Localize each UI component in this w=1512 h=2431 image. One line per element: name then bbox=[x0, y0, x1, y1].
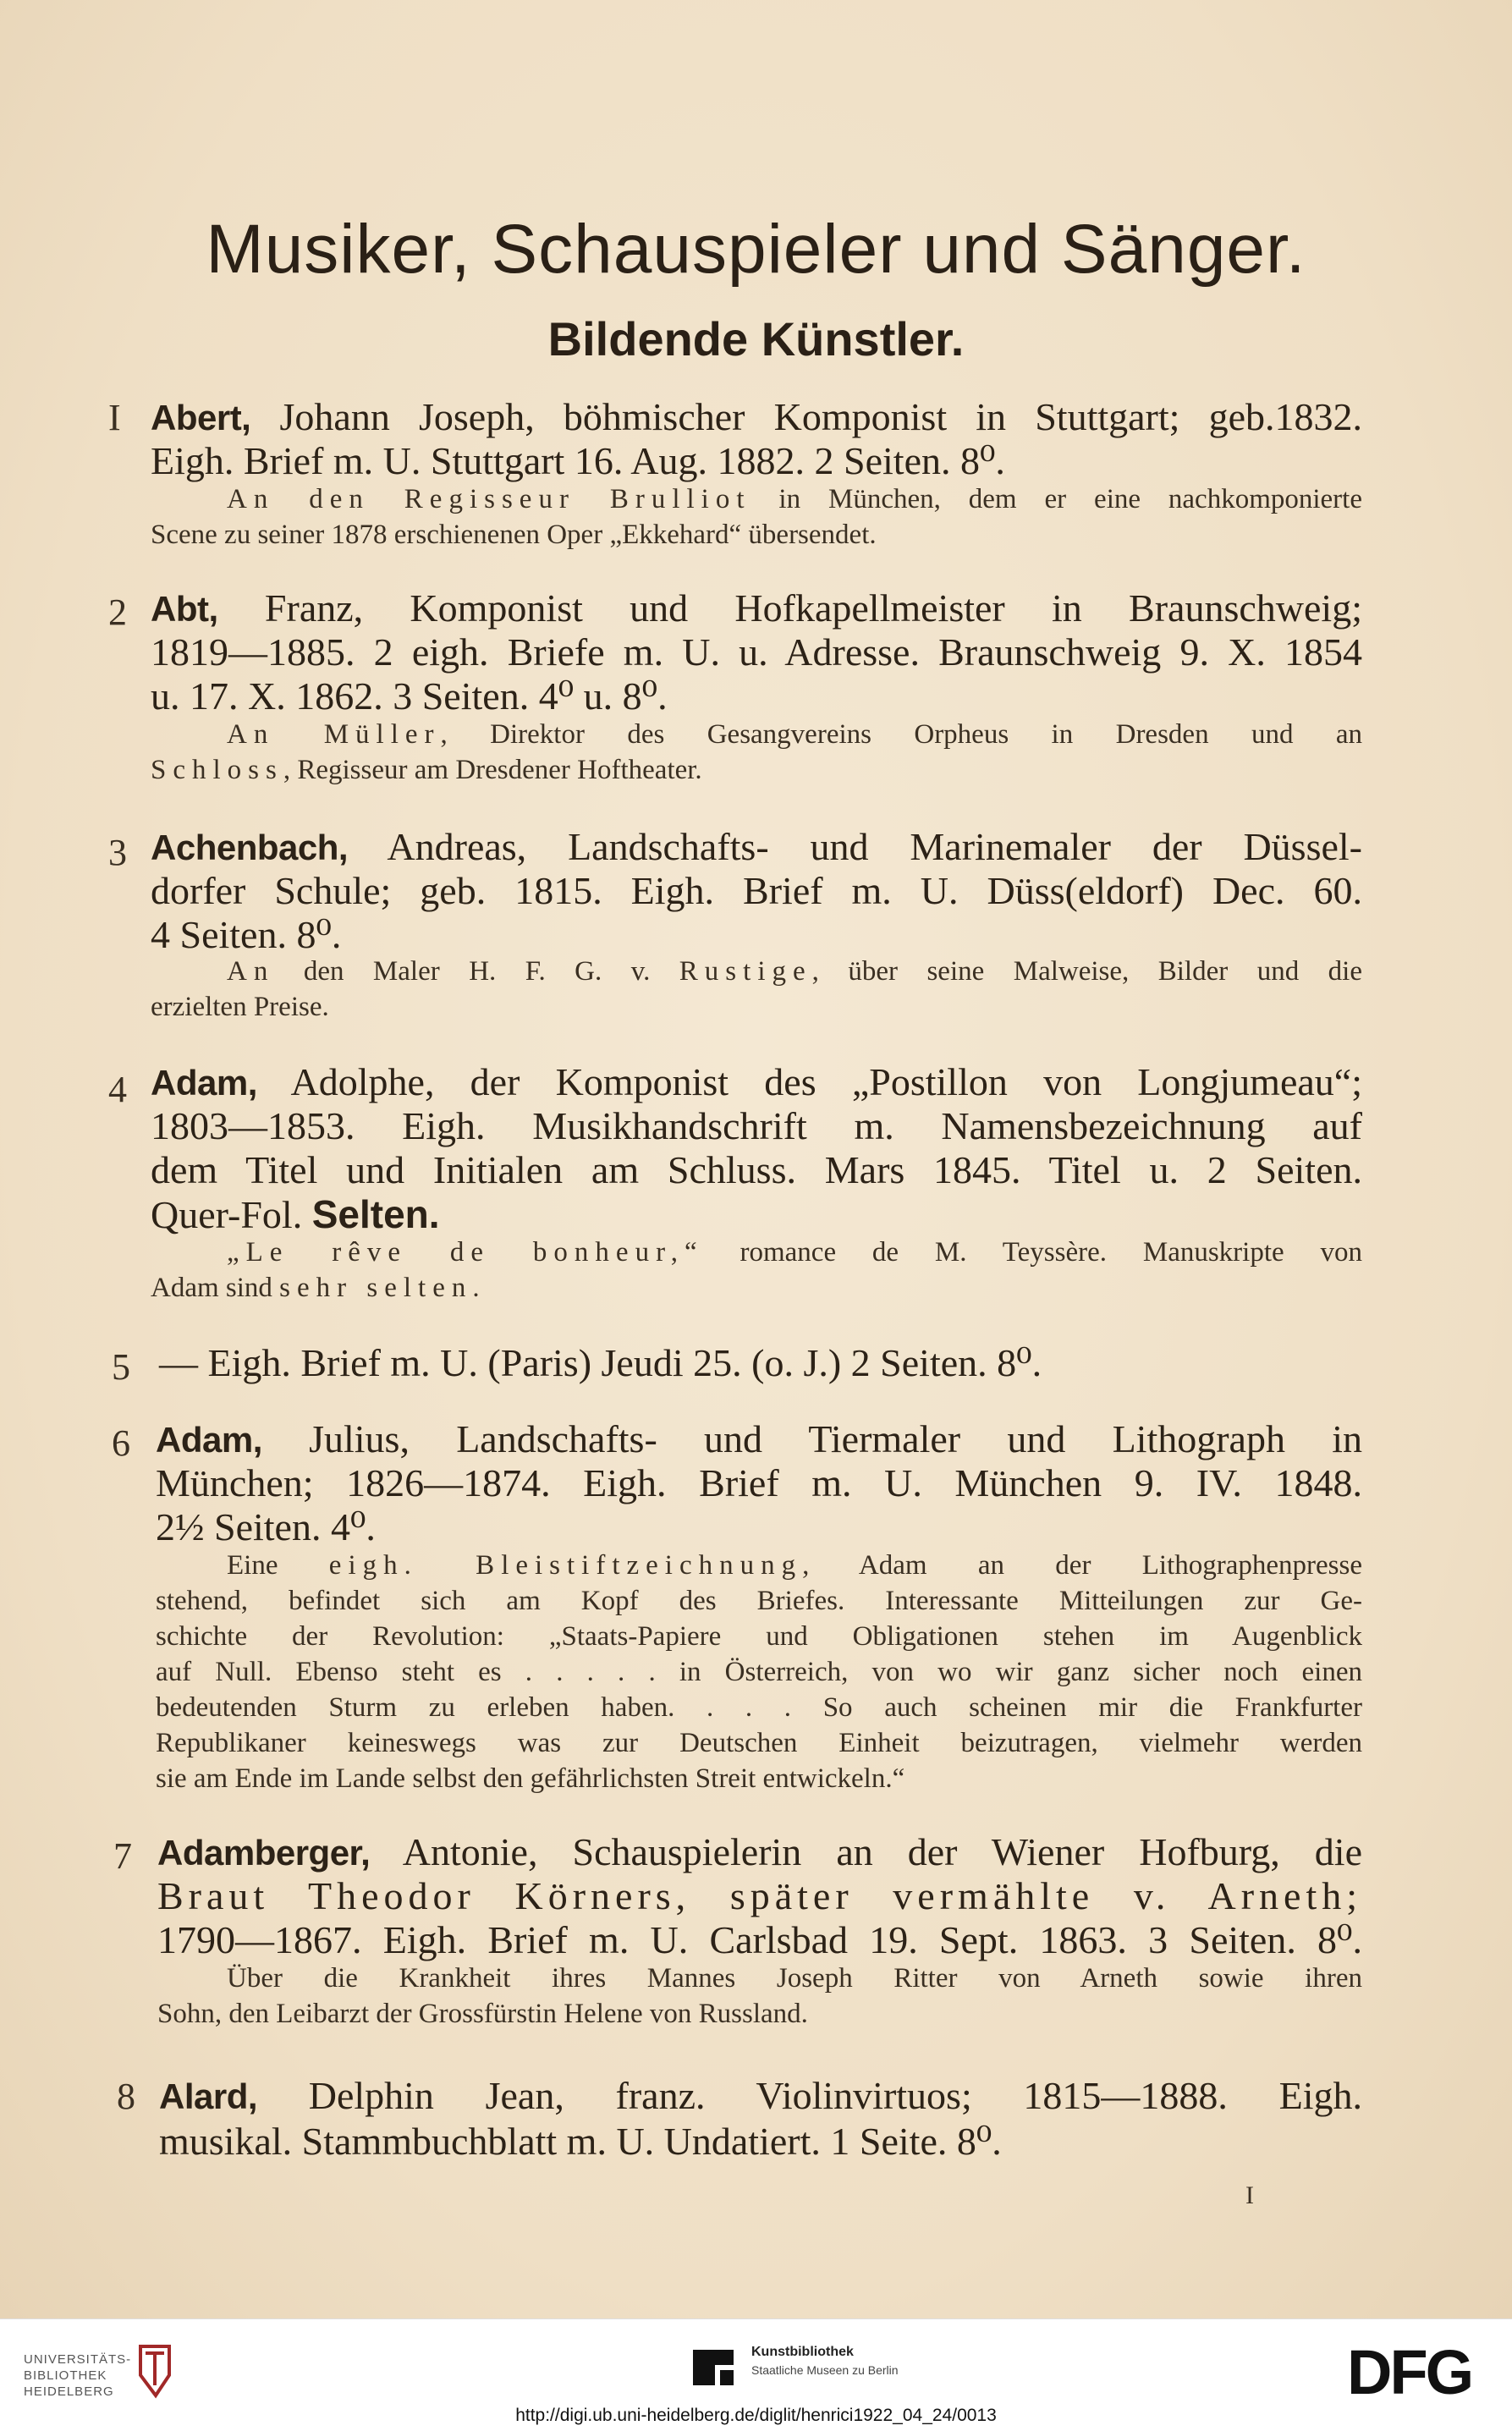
entry-name: Abert, bbox=[151, 398, 251, 437]
entry-text: 1803—1853. Eigh. Musikhandschrift m. Namensbezeichnung auf bbox=[151, 1104, 1362, 1147]
entry-line bbox=[156, 1417, 1362, 1460]
note-text: bedeutenden Sturm zu erleben haben. . . . So auch scheinen mir die Frankfurter bbox=[156, 1692, 1362, 1723]
entry-line bbox=[156, 1505, 1367, 1548]
entry-text: München; 1826—1874. Eigh. Brief m. U. München 9. IV. 1848. bbox=[156, 1461, 1362, 1504]
note-text: Sohn, den Leibarzt der Grossfürstin Helene von Russland. bbox=[157, 1999, 808, 2029]
entry-note bbox=[227, 721, 1362, 749]
entry-name: Adamberger, bbox=[157, 1833, 371, 1873]
entry-note bbox=[157, 2000, 1369, 2028]
page-number: I bbox=[1245, 2181, 1254, 2209]
entry-line bbox=[151, 869, 1362, 912]
entry-name: Achenbach, bbox=[151, 828, 349, 867]
note-text: , Direktor des Gesangvereins Orpheus in Dresden und an bbox=[440, 719, 1362, 750]
entry-line bbox=[156, 1461, 1362, 1504]
entry-text: dorfer Schule; geb. 1815. Eigh. Brief m. U. Düss(eldorf) Dec. 60. bbox=[151, 869, 1362, 912]
entry-text: 1819—1885. 2 eigh. Briefe m. U. u. Adresse. Braunschweig 9. X. 1854 bbox=[151, 630, 1362, 674]
university-library-label bbox=[24, 2351, 131, 2400]
uni-line: UNIVERSITÄTS- bbox=[24, 2352, 132, 2367]
entry-text: Quer-Fol. bbox=[151, 1193, 312, 1236]
entry-number: I bbox=[108, 397, 121, 438]
entry-line bbox=[151, 674, 1362, 718]
spaced-text: Brulliot bbox=[609, 484, 751, 514]
entry-text: Johann Joseph, böhmischer Komponist in Stuttgart; geb.1832. bbox=[250, 395, 1362, 438]
entry-line bbox=[151, 630, 1362, 674]
entry-note bbox=[156, 1658, 1362, 1686]
entry-text: u. 17. X. 1862. 3 Seiten. 4⁰ u. 8⁰. bbox=[151, 674, 668, 718]
spaced-text: An bbox=[227, 956, 275, 987]
note-text: sie am Ende im Lande selbst den gefährlichsten Streit entwickeln.“ bbox=[156, 1763, 905, 1794]
entry-text: Julius, Landschafts- und Tiermaler und Lithograph in bbox=[261, 1417, 1362, 1460]
entry-note bbox=[151, 993, 1362, 1021]
entry-line bbox=[151, 1148, 1362, 1191]
entry-number: 5 bbox=[112, 1346, 130, 1388]
spaced-text: Rustige bbox=[679, 956, 812, 987]
entry-text: musikal. Stammbuchblatt m. U. Undatiert. 1 Seite. 8⁰. bbox=[159, 2120, 1002, 2163]
entry-text: 1790—1867. Eigh. Brief m. U. Carlsbad 19. Sept. 1863. 3 Seiten. 8⁰. bbox=[157, 1918, 1362, 1961]
note-text: den Maler H. F. G. v. bbox=[274, 956, 679, 987]
spaced-text: sehr selten. bbox=[279, 1273, 487, 1303]
uni-line: BIBLIOTHEK bbox=[24, 2368, 107, 2383]
spaced-text: An den Regisseur bbox=[227, 484, 610, 514]
entry-line bbox=[159, 1341, 1371, 1384]
entry-note bbox=[156, 1730, 1362, 1757]
entry-name: Abt, bbox=[151, 589, 218, 629]
note-text: , über seine Malweise, Bilder und die bbox=[811, 956, 1362, 987]
entry-text: Eigh. Brief m. U. Stuttgart 16. Aug. 1882. 2 Seiten. 8⁰. bbox=[151, 439, 1005, 482]
entry-note bbox=[151, 756, 1362, 784]
note-text: erzielten Preise. bbox=[151, 992, 329, 1022]
entry-line bbox=[151, 586, 1362, 630]
entry-number: 8 bbox=[117, 2076, 135, 2117]
entry-name: Adam, bbox=[151, 1063, 257, 1103]
entry-line bbox=[157, 1874, 1362, 1917]
entry-line bbox=[159, 2076, 1362, 2115]
entry-note bbox=[156, 1587, 1362, 1615]
entry-line bbox=[151, 825, 1362, 868]
entry-note bbox=[227, 958, 1362, 986]
note-text: Über die Krankheit ihres Mannes Joseph Ritter von Arneth sowie ihren bbox=[227, 1963, 1362, 1994]
university-logo-icon bbox=[135, 2341, 176, 2401]
entry-text: Braut Theodor Körners, später vermählte v. Arneth; bbox=[157, 1874, 1362, 1917]
entry-note bbox=[156, 1623, 1362, 1651]
uni-line: HEIDELBERG bbox=[24, 2384, 114, 2399]
entry-line bbox=[157, 1830, 1362, 1873]
kunstbibliothek-title: Kunstbibliothek bbox=[751, 2345, 854, 2359]
dfg-logo: DFG bbox=[1347, 2337, 1472, 2407]
note-text: , Adam an der Lithographenpresse bbox=[802, 1550, 1362, 1581]
entry-note bbox=[151, 521, 1362, 549]
entry-line bbox=[151, 395, 1362, 438]
spaced-text: „Le rêve de bonheur,“ bbox=[227, 1237, 704, 1268]
entry-text: — Eigh. Brief m. U. (Paris) Jeudi 25. (o. J.) 2 Seiten. 8⁰. bbox=[159, 1341, 1042, 1384]
kunstbibliothek-logo-icon bbox=[690, 2343, 737, 2390]
entry-text: Franz, Komponist und Hofkapellmeister in Braunschweig; bbox=[217, 586, 1362, 630]
note-text: schichte der Revolution: „Staats-Papiere und Obligationen stehen im Augenblick bbox=[156, 1621, 1362, 1652]
entry-note bbox=[156, 1765, 1367, 1793]
note-text: stehend, befindet sich am Kopf des Briefes. Interessante Mitteilungen zur Ge- bbox=[156, 1586, 1362, 1616]
entry-text: Adolphe, der Komponist des „Postillon von Longjumeau“; bbox=[256, 1060, 1362, 1103]
entry-line bbox=[151, 1192, 1362, 1236]
note-text: romance de M. Teyssère. Manuskripte von bbox=[703, 1237, 1362, 1268]
entry-line bbox=[157, 1918, 1362, 1961]
entry-text: 4 Seiten. 8⁰. bbox=[151, 913, 342, 956]
entry-number: 3 bbox=[108, 832, 127, 873]
entry-line bbox=[151, 1060, 1362, 1103]
entry-text: Andreas, Landschafts- und Marinemaler der Düssel- bbox=[348, 825, 1362, 868]
entry-note bbox=[227, 1965, 1362, 1993]
entry-line bbox=[159, 2122, 1371, 2161]
note-text: Republikaner keineswegs was zur Deutschen Einheit beizutragen, vielmehr werden bbox=[156, 1728, 1362, 1758]
page-subtitle: Bildende Künstler. bbox=[547, 312, 965, 366]
entry-note bbox=[151, 1274, 1362, 1302]
entry-note bbox=[227, 1239, 1362, 1267]
entry-text: dem Titel und Initialen am Schluss. Mars 1845. Titel u. 2 Seiten. bbox=[151, 1148, 1362, 1191]
spaced-text: Schloss bbox=[151, 755, 283, 785]
kunstbibliothek-subtitle: Staatliche Museen zu Berlin bbox=[751, 2363, 899, 2377]
entry-note bbox=[227, 1552, 1362, 1580]
entry-number: 7 bbox=[113, 1835, 132, 1877]
entry-text: Antonie, Schauspielerin an der Wiener Hofburg, die bbox=[370, 1830, 1362, 1873]
note-text: Adam sind bbox=[151, 1273, 280, 1303]
viewer-footer bbox=[0, 2318, 1512, 2431]
note-text: , Regisseur am Dresdener Hoftheater. bbox=[283, 755, 702, 785]
entry-line bbox=[151, 1104, 1362, 1147]
entry-text: 2½ Seiten. 4⁰. bbox=[156, 1505, 376, 1548]
entry-number: 4 bbox=[108, 1069, 127, 1110]
entry-text: Delphin Jean, franz. Violinvirtuos; 1815—1888. Eigh. bbox=[257, 2074, 1362, 2117]
page-title: Musiker, Schauspieler und Sänger. bbox=[206, 211, 1306, 288]
entry-name: Alard, bbox=[159, 2076, 258, 2116]
entry-line bbox=[151, 913, 1362, 956]
note-text: in München, dem er eine nachkomponierte bbox=[751, 484, 1362, 514]
entry-number: 2 bbox=[108, 591, 127, 633]
entry-note bbox=[156, 1694, 1362, 1722]
page-url[interactable]: http://digi.ub.uni-heidelberg.de/diglit/henrici1922_04_24/0013 bbox=[515, 2406, 997, 2425]
entry-number: 6 bbox=[112, 1422, 130, 1464]
spaced-text: eigh. Bleistiftzeichnung bbox=[328, 1550, 803, 1581]
note-text: auf Null. Ebenso steht es . . . . . in Österreich, von wo wir ganz sicher noch einen bbox=[156, 1657, 1362, 1687]
spaced-text: An Müller bbox=[227, 719, 441, 750]
rarity-label: Selten. bbox=[311, 1192, 440, 1236]
entry-note bbox=[227, 486, 1362, 514]
note-text: Scene zu seiner 1878 erschienenen Oper „Ekkehard“ übersendet. bbox=[151, 520, 877, 550]
note-text: Eine bbox=[227, 1550, 329, 1581]
entry-line bbox=[151, 439, 1362, 482]
entry-name: Adam, bbox=[156, 1420, 262, 1460]
